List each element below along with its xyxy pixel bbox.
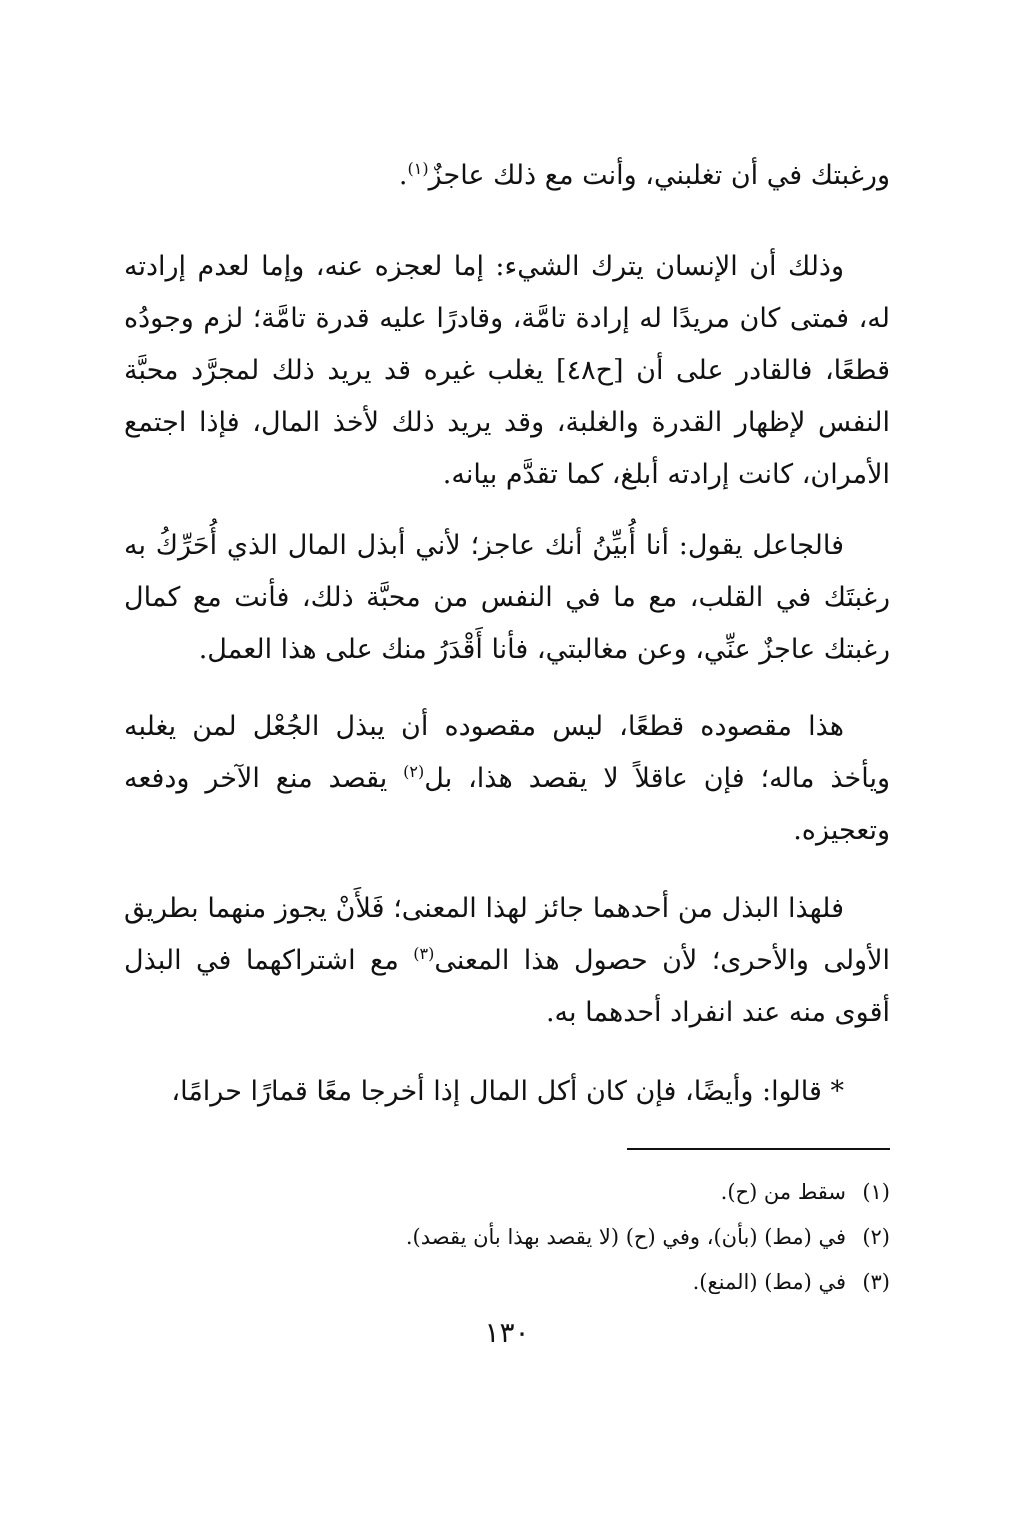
footnote-1-number: (١)	[862, 1180, 890, 1204]
paragraph-2	[124, 241, 890, 501]
paragraph-5	[124, 883, 890, 1039]
footnote-ref-3: (٣)	[413, 944, 435, 963]
footnote-1	[124, 1170, 890, 1215]
paragraph-1	[124, 150, 890, 202]
paragraph-1-text: ورغبتك في أن تغلبني، وأنت مع ذلك عاجزٌ	[428, 160, 890, 191]
footnote-2-text: في (مط) (بأن)، وفي (ح) (لا يقصد بهذا بأن يقصد).	[405, 1225, 846, 1249]
paragraph-6	[124, 1066, 890, 1118]
footnote-2	[124, 1215, 890, 1260]
footnote-2-number: (٢)	[862, 1225, 890, 1249]
paragraph-1-end: .	[398, 160, 408, 191]
paragraph-5-text: فلهذا البذل من أحدهما جائز لهذا المعنى؛ فَلأَنْ يجوز منهما بطريق الأولى والأحرى؛ لأن حصول هذا المعنى	[124, 893, 890, 976]
paragraph-4-continued: يقصد منع الآخر ودفعه وتعجيزه.	[124, 763, 890, 846]
paragraph-3	[124, 520, 890, 676]
paragraph-5-continued: مع اشتراكهما في البذل أقوى منه عند انفراد أحدهما به.	[124, 945, 890, 1028]
paragraph-6-text: * قالوا: وأيضًا، فإن كان أكل المال إذا أخرجا معًا قمارًا حرامًا،	[171, 1076, 844, 1107]
footnotes	[124, 1170, 890, 1305]
paragraph-2-text: وذلك أن الإنسان يترك الشيء: إما لعجزه عنه، وإما لعدم إرادته له، فمتى كان مريدًا له إرادة تامَّة، وقادرًا عليه قدرة تامَّة؛ لزم وجودُه قطعًا، فالقادر على أن [ح٤٨] يغلب غيره قد يريد ذلك لمجرَّد محبَّة النفس لإظهار القدرة والغلبة، وقد يريد ذلك لأخذ المال، فإذا اجتمع الأمران، كانت إرادته أبلغ، كما تقدَّم بيانه.	[124, 251, 890, 490]
footnote-1-text: سقط من (ح).	[720, 1180, 846, 1204]
footnote-3-text: في (مط) (المنع).	[692, 1270, 846, 1294]
footnote-ref-2: (٢)	[403, 762, 425, 781]
paragraph-4	[124, 701, 890, 857]
footnote-divider	[627, 1148, 890, 1150]
footnote-3-number: (٣)	[862, 1270, 890, 1294]
paragraph-3-text: فالجاعل يقول: أنا أُبيِّنُ أنك عاجز؛ لأني أبذل المال الذي أُحَرِّكُ به رغبتَك في القلب، مع ما في النفس من محبَّة ذلك، فأنت مع كمال رغبتك عاجزٌ عنِّي، وعن مغالبتي، فأنا أَقْدَرُ منك على هذا العمل.	[124, 530, 890, 665]
paragraph-4-text: هذا مقصوده قطعًا، ليس مقصوده أن يبذل الجُعْل لمن يغلبه ويأخذ ماله؛ فإن عاقلاً لا يقصد هذا، بل	[124, 711, 891, 794]
page-number: ١٣٠	[484, 1316, 530, 1349]
footnote-ref-1: (١)	[407, 159, 429, 178]
footnote-3	[124, 1260, 890, 1305]
